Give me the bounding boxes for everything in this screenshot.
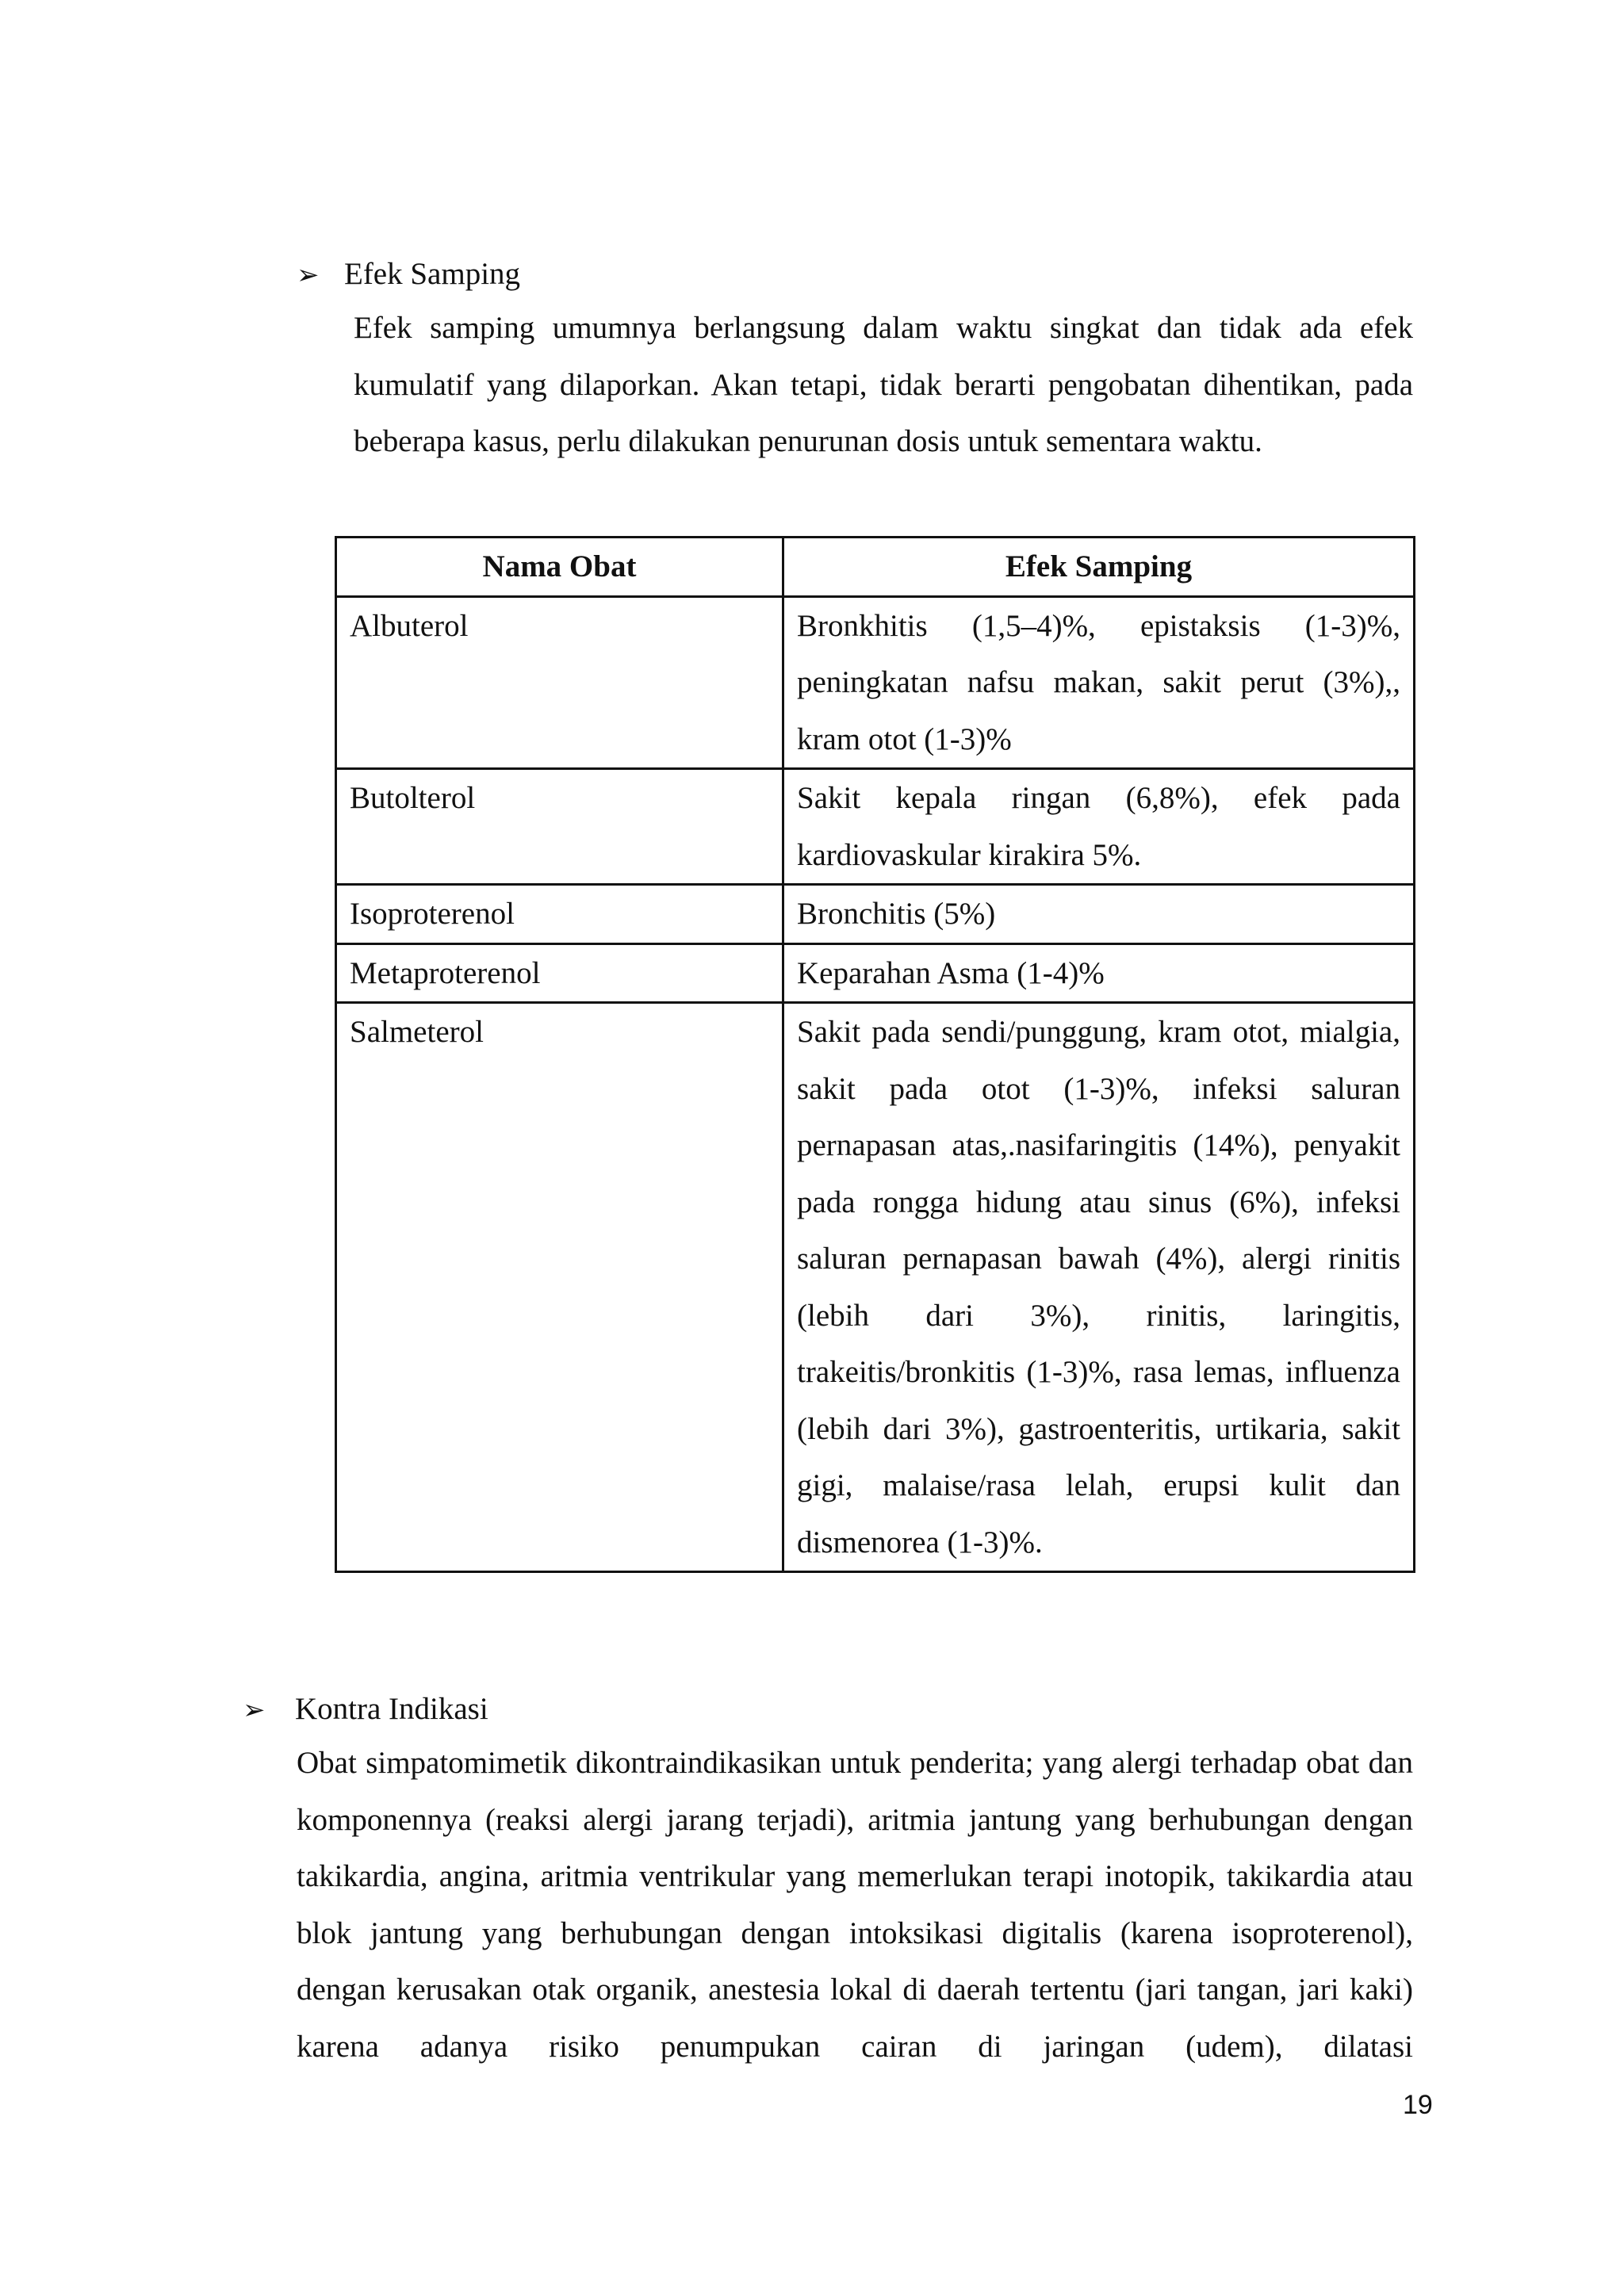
side-effect-cell: Bronchitis (5%) — [783, 885, 1415, 944]
drug-name-cell: Metaproterenol — [336, 943, 783, 1003]
side-effect-cell: Sakit kepala ringan (6,8%), efek pada kardiovaskular kirakira 5%. — [783, 769, 1415, 885]
side-effect-cell: Keparahan Asma (1-4)% — [783, 943, 1415, 1003]
section-title-efek-samping: Efek Samping — [344, 257, 521, 291]
table-row — [336, 769, 1415, 885]
drug-name-cell: Albuterol — [336, 596, 783, 769]
drug-name-cell: Butolterol — [336, 769, 783, 885]
side-effect-cell: Sakit pada sendi/punggung, kram otot, mialgia, sakit pada otot (1-3)%, infeksi saluran pernapasan atas,.nasifaringitis (14%), penyakit pada rongga hidung atau sinus (6%), infeksi saluran pernapasan bawah (4%), alergi rinitis (lebih dari 3%), rinitis, laringitis, trakeitis/bronkitis (1-3)%, rasa lemas, influenza (lebih dari 3%), gastroenteritis, urtikaria, sakit gigi, malaise/rasa lelah, erupsi kulit dan dismenorea (1-3)%. — [783, 1003, 1415, 1572]
efek-samping-paragraph: Efek samping umumnya berlangsung dalam waktu singkat dan tidak ada efek kumulatif yang dilaporkan. Akan tetapi, tidak berarti pengobatan dihentikan, pada beberapa kasus, perlu dilakukan penurunan dosis untuk sementara waktu. — [354, 311, 1413, 458]
header-drug-name: Nama Obat — [336, 538, 783, 597]
arrow-bullet-icon: ➢ — [297, 259, 320, 291]
table-header-row — [336, 538, 1415, 597]
table-row — [336, 596, 1415, 769]
table-row — [336, 943, 1415, 1003]
section-heading-kontra-indikasi — [243, 1693, 488, 1724]
arrow-bullet-icon: ➢ — [243, 1694, 266, 1726]
table-row — [336, 1003, 1415, 1572]
header-side-effect: Efek Samping — [783, 538, 1415, 597]
section-heading-efek-samping — [297, 258, 520, 289]
side-effect-cell: Bronkhitis (1,5–4)%, epistaksis (1-3)%, peningkatan nafsu makan, sakit perut (3%),, kram otot (1-3)% — [783, 596, 1415, 769]
kontra-indikasi-paragraph: Obat simpatomimetik dikontraindikasikan untuk penderita; yang alergi terhadap obat dan komponennya (reaksi alergi jarang terjadi), aritmia jantung yang berhubungan dengan takikardia, angina, aritmia ventrikular yang memerlukan terapi inotopik, takikardia atau blok jantung yang berhubungan dengan intoksikasi digitalis (karena isoproterenol), dengan kerusakan otak organik, anestesia lokal di daerah tertentu (jari tangan, jari kaki) karena adanya risiko penumpukan cairan di jaringan (udem), dilatasi — [297, 1746, 1413, 2064]
table-row — [336, 885, 1415, 944]
drug-name-cell: Isoproterenol — [336, 885, 783, 944]
drug-name-cell: Salmeterol — [336, 1003, 783, 1572]
page-number: 19 — [1403, 2090, 1433, 2120]
side-effects-table — [335, 536, 1415, 1573]
section-title-kontra-indikasi: Kontra Indikasi — [295, 1692, 488, 1726]
